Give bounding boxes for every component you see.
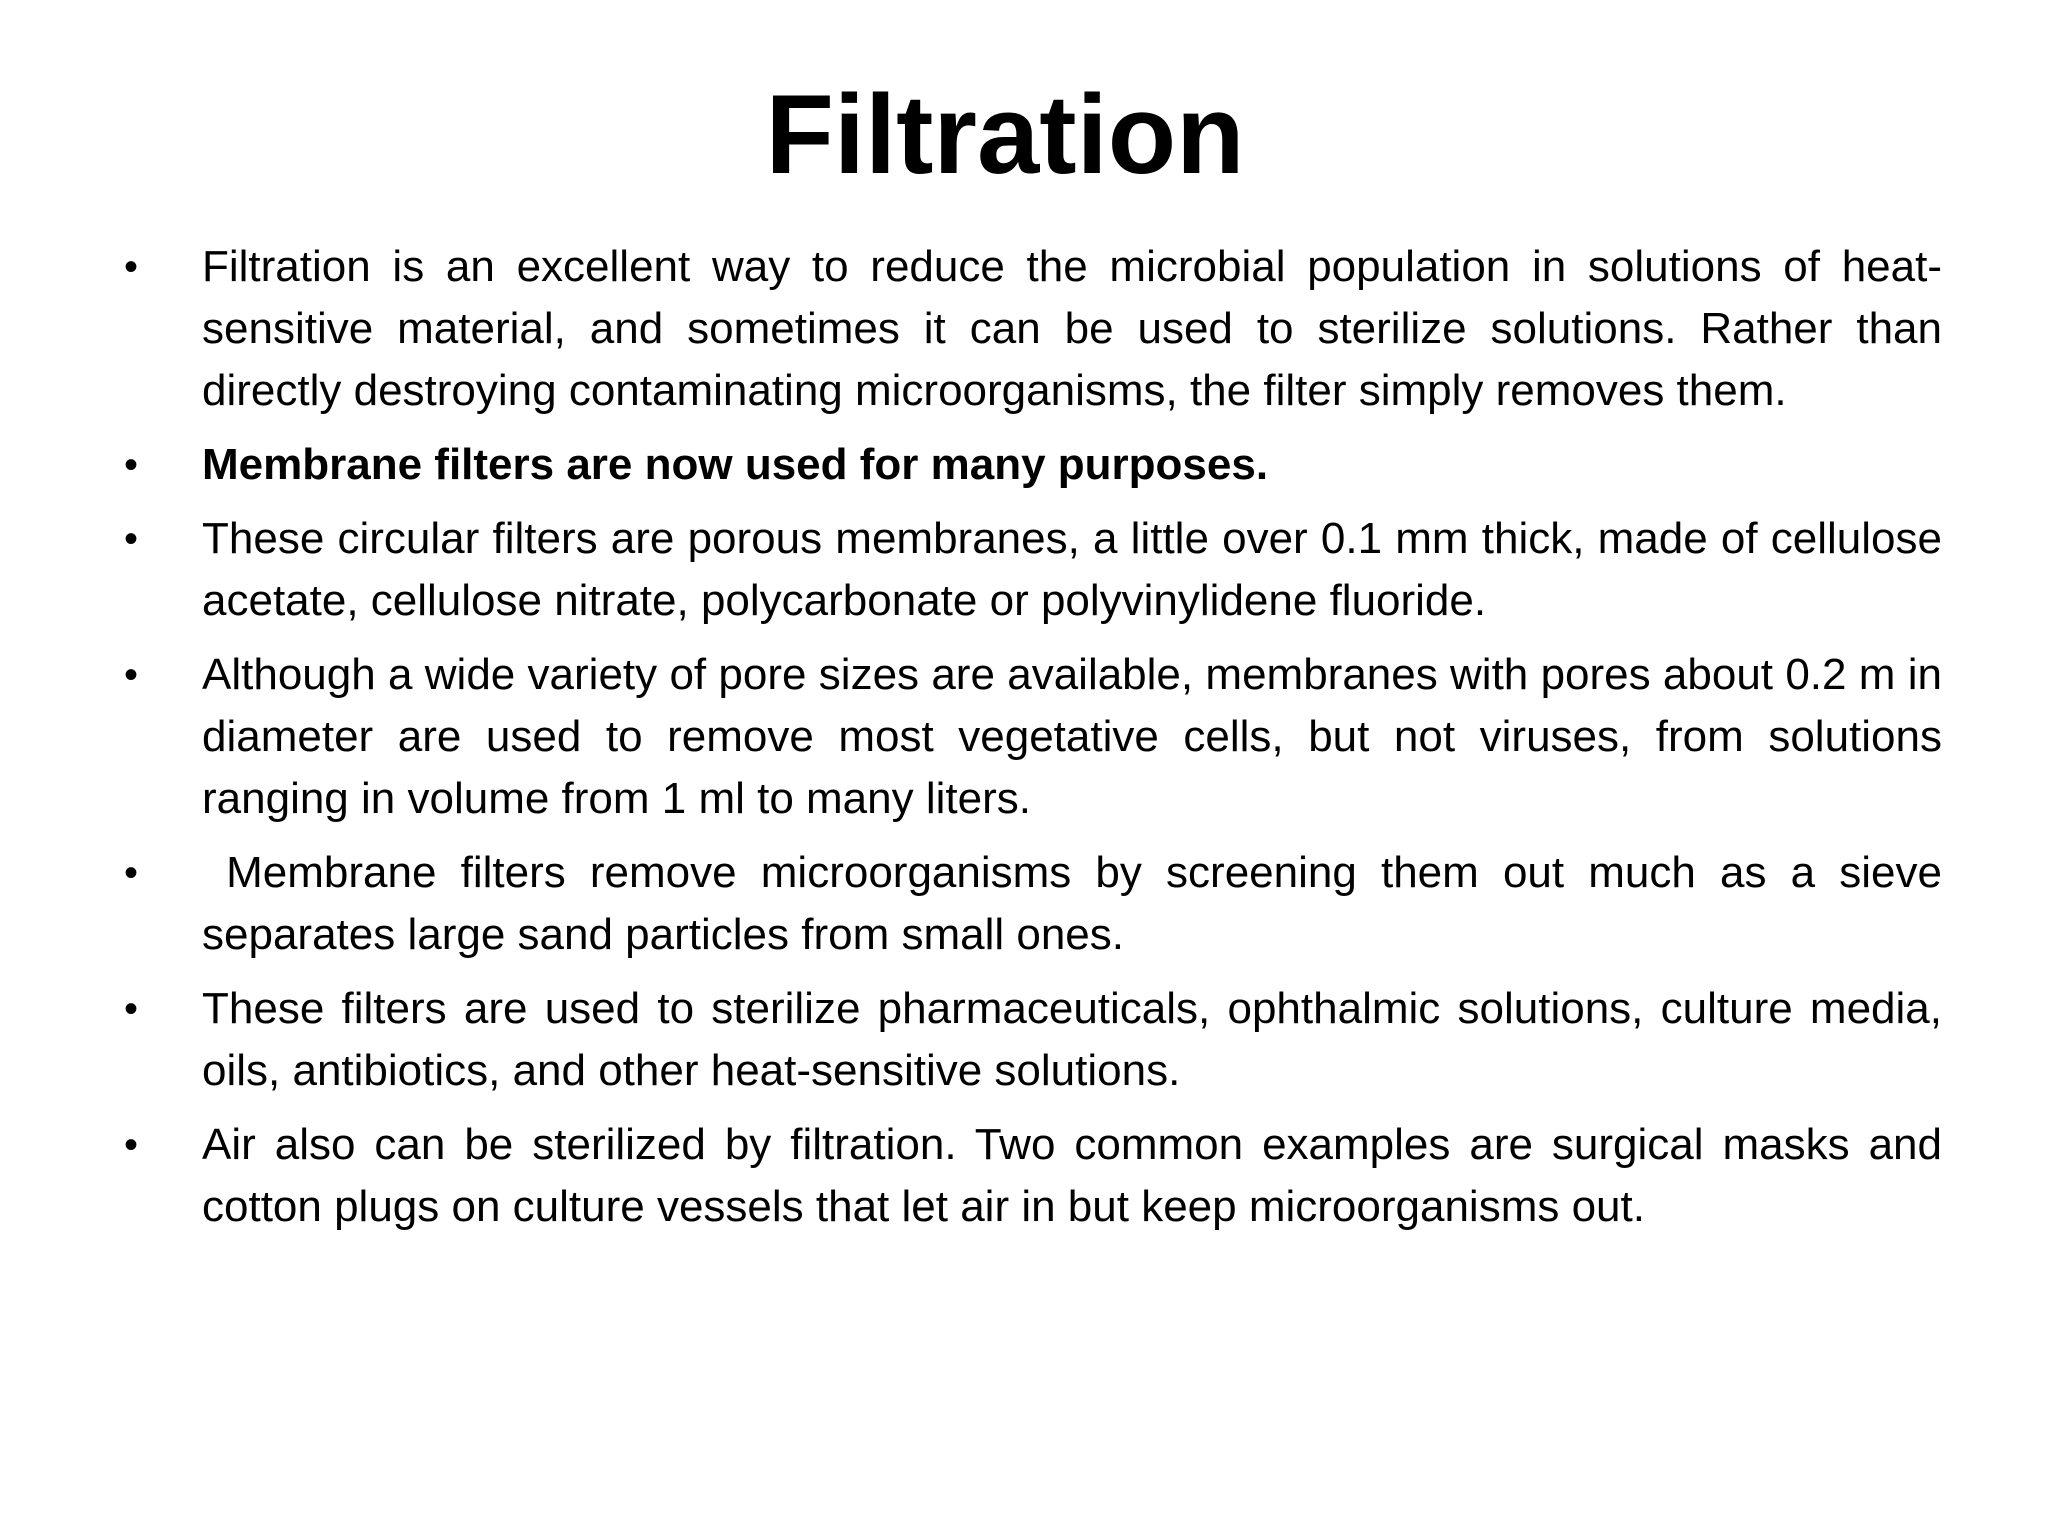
bullet-icon: •: [124, 517, 139, 561]
bullet-text: Air also can be sterilized by filtration. Two common examples are surgical masks and cotton plugs on culture vessels that let air in but keep microorganisms out.: [202, 1120, 1942, 1231]
bullet-item: [120, 1114, 1942, 1238]
bullet-list: [120, 236, 1955, 1250]
bullet-item: [120, 434, 1942, 496]
bullet-text: These circular filters are porous membranes, a little over 0.1 mm thick, made of cellulose acetate, cellulose nitrate, polycarbonate or polyvinylidene fluoride.: [202, 514, 1942, 625]
bullet-item: [120, 978, 1942, 1102]
bullet-item: [120, 842, 1955, 966]
bullet-text: Filtration is an excellent way to reduce the microbial population in solutions of heat-sensitive material, and sometimes it can be used to sterilize solutions. Rather than directly destroying contaminating microorganisms, the filter simply removes them.: [202, 242, 1942, 415]
bullet-icon: •: [124, 851, 139, 895]
bullet-text: Membrane filters are now used for many purposes.: [202, 440, 1269, 489]
bullet-text: Membrane filters remove microorganisms by screening them out much as a sieve separates large sand particles from small ones.: [202, 848, 1955, 959]
bullet-item: [120, 644, 1942, 830]
bullet-icon: •: [124, 1123, 139, 1167]
bullet-icon: •: [124, 653, 139, 697]
bullet-item: [120, 236, 1942, 422]
bullet-text: These filters are used to sterilize pharmaceuticals, ophthalmic solutions, culture media, oils, antibiotics, and other heat-sensitive solutions.: [202, 984, 1942, 1095]
slide-title: Filtration: [765, 72, 1245, 197]
bullet-icon: •: [124, 443, 139, 487]
bullet-icon: •: [124, 245, 139, 289]
bullet-text: Although a wide variety of pore sizes are available, membranes with pores about 0.2 m in diameter are used to remove most vegetative cells, but not viruses, from solutions ranging in volume from 1 ml to many liters.: [202, 650, 1942, 823]
bullet-item: [120, 508, 1942, 632]
bullet-icon: •: [124, 987, 139, 1031]
